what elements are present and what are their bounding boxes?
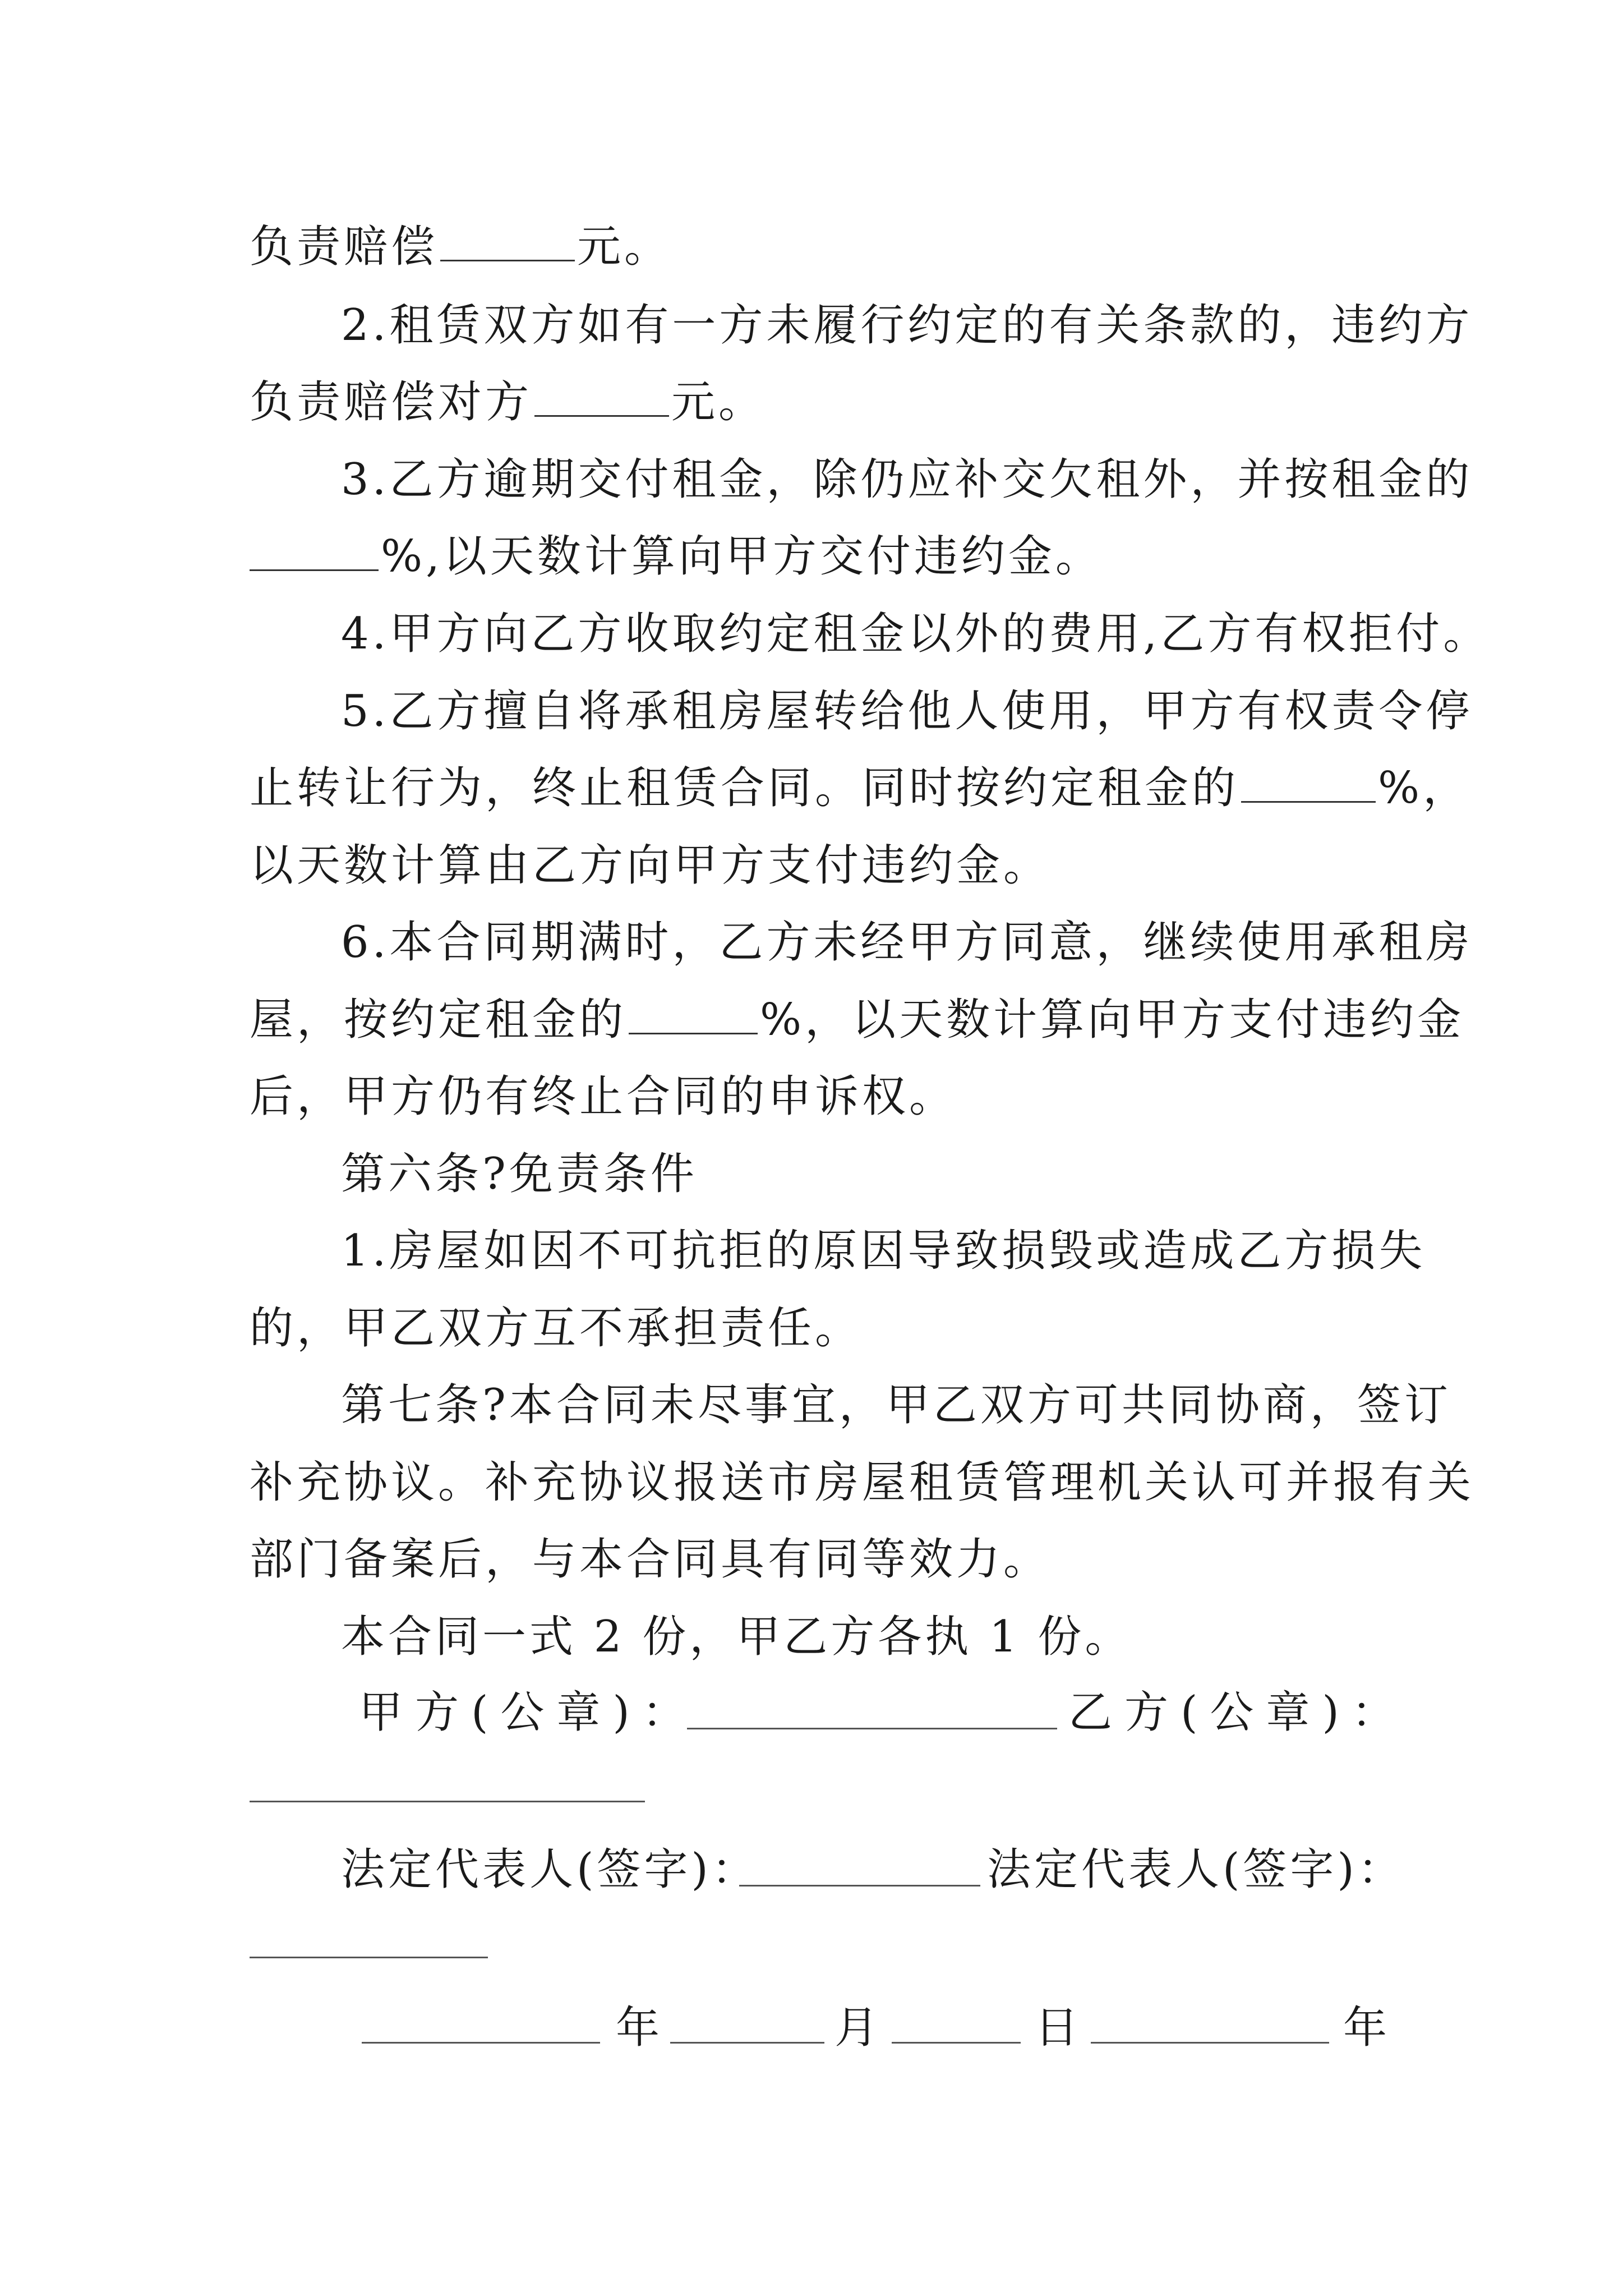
article-7-line-1: 第七条?本合同未尽事宜，甲乙双方可共同协商，签订 [341,1380,1451,1430]
party-a-seal-label: 甲方(公章)： [359,1687,698,1738]
text: 负责赔偿对方 [250,377,533,427]
rep-a-line [739,1885,980,1887]
month-label: 月 [834,2003,882,2053]
fill-blank [440,219,575,261]
clause-5-line-3: 以天数计算由乙方向甲方支付违约金。 [250,840,1051,891]
text: %， [1378,763,1470,813]
clause-6-line-3: 后，甲方仍有终止合同的申诉权。 [250,1071,957,1122]
clause-5-line-2 [250,757,1623,819]
article-6-heading: 第六条?免责条件 [341,1149,698,1199]
fill-blank [534,375,669,417]
clause-6-line-2 [250,989,1623,1051]
clause-6-line-1: 6.本合同期满时，乙方未经甲方同意，继续使用承租房 [341,917,1473,968]
party-b-seal-label: 乙方(公章)： [1068,1687,1408,1738]
fill-blank [250,529,379,571]
text: 元。 [577,222,672,272]
text: %,以天数计算向甲方交付违约金。 [381,531,1103,582]
text: %，以天数计算向甲方支付违约金 [760,995,1465,1045]
rep-b-line [250,1957,488,1958]
clause-3-line-2 [250,526,1623,587]
clause-4-line: 4.甲方向乙方收取约定租金以外的费用,乙方有权拒付。 [341,609,1491,659]
clause-2-line-2 [250,371,1623,433]
party-a-seal-line [687,1728,1057,1729]
party-b-seal-line [250,1801,645,1802]
clause-5-line-1: 5.乙方擅自将承租房屋转给他人使用，甲方有权责令停 [341,686,1473,737]
fill-blank [1241,761,1376,803]
day-line [892,2042,1021,2044]
text: 负责赔偿 [250,222,439,272]
article-7-line-2: 补充协议。补充协议报送市房屋租赁管理机关认可并报有关 [250,1457,1475,1508]
rep-b-label: 法定代表人(签字)： [987,1844,1405,1895]
clause-line [250,216,1623,278]
article-7-line-3: 部门备案后，与本合同具有同等效力。 [250,1534,1051,1585]
year-line [362,2042,600,2044]
year2-line [1091,2042,1329,2044]
article-6-line-2: 的，甲乙双方互不承担责任。 [250,1303,863,1354]
day-label: 日 [1035,2003,1082,2053]
year-label: 年 [616,2003,663,2053]
text: 屋，按约定租金的 [250,995,627,1045]
fill-blank [629,992,758,1034]
rep-a-label: 法定代表人(签字)： [341,1844,759,1895]
clause-3-line-1: 3.乙方逾期交付租金，除仍应补交欠租外，并按租金的 [341,454,1473,505]
article-6-line-1: 1.房屋如因不可抗拒的原因导致损毁或造成乙方损失 [341,1226,1426,1276]
year2-label: 年 [1343,2003,1391,2053]
month-line [670,2042,824,2044]
clause-2-line-1: 2.租赁双方如有一方未履行约定的有关条款的，违约方 [341,300,1473,351]
text: 止转让行为，终止租赁合同。同时按约定租金的 [250,763,1239,813]
copies-statement: 本合同一式 2 份，甲乙方各执 1 份。 [341,1612,1132,1662]
text: 元。 [671,377,766,427]
